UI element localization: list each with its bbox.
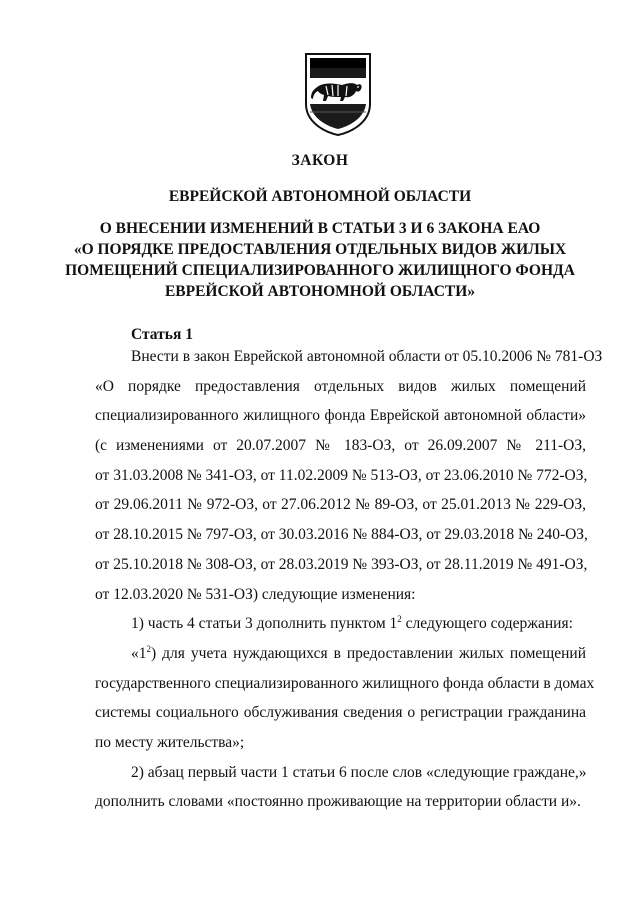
law-subject-line: ЕВРЕЙСКОЙ АВТОНОМНОЙ ОБЛАСТИ» [164,283,476,300]
item-2-line: дополнить словами «постоянно проживающие на территории области и». [95,793,581,811]
item-2-line: 2) абзац первый части 1 статьи 6 после слов «следующие граждане,» [131,763,587,781]
body-line: от 25.10.2018 № 308-ОЗ, от 28.03.2019 № 393-ОЗ, от 28.11.2019 № 491-ОЗ, [95,555,588,573]
body-line: от 28.10.2015 № 797-ОЗ, от 30.03.2016 № 884-ОЗ, от 29.03.2018 № 240-ОЗ, [95,526,588,544]
quote-superscript: 2 [146,643,151,654]
body-line: от 12.03.2020 № 531-ОЗ) следующие изменения: [95,585,416,603]
item-1-superscript: 2 [397,614,402,625]
quote-line: по месту жительства»; [95,733,245,751]
law-subject [0,218,640,302]
article-body [95,346,603,821]
body-line: специализированного жилищного фонда Еврейской автономной области» [95,407,586,425]
body-line: от 31.03.2008 № 341-ОЗ, от 11.02.2009 № 513-ОЗ, от 23.06.2010 № 772-ОЗ, [95,466,588,484]
law-subject-line: ПОМЕЩЕНИЙ СПЕЦИАЛИЗИРОВАННОГО ЖИЛИЩНОГО ФОНДА [65,262,575,279]
item-1-line [95,613,586,643]
quote-first-tail: ) для учета нуждающихся в предоставлении жилых помещений [151,644,586,662]
body-line: «О порядке предоставления отдельных видов жилых помещений [95,377,586,395]
quote-line: системы социального обслуживания сведения о регистрации гражданина [95,704,586,722]
quote-open: «1 [131,644,147,662]
quote-line: государственного специализированного жилищного фонда области в домах [95,674,595,692]
law-subject-line: «О ПОРЯДКЕ ПРЕДОСТАВЛЕНИЯ ОТДЕЛЬНЫХ ВИДОВ ЖИЛЫХ [73,241,567,258]
body-line: от 29.06.2011 № 972-ОЗ, от 27.06.2012 № 89-ОЗ, от 25.01.2013 № 229-ОЗ, [95,496,586,514]
article-heading: Статья 1 [131,326,193,343]
item-1-lead: 1) часть 4 статьи 3 дополнить пунктом 1 [131,615,398,633]
item-1-tail: следующего содержания: [401,615,573,633]
quote-first-line [95,643,586,673]
law-title: ЗАКОН [291,152,349,169]
law-region: ЕВРЕЙСКОЙ АВТОНОМНОЙ ОБЛАСТИ [168,188,472,205]
body-line: (с изменениями от 20.07.2007 № 183-ОЗ, от 26.09.2007 № 211-ОЗ, [95,437,586,455]
coat-of-arms-emblem [302,52,374,136]
body-line: Внести в закон Еврейской автономной области от 05.10.2006 № 781-ОЗ [131,348,603,365]
law-subject-line: О ВНЕСЕНИИ ИЗМЕНЕНИЙ В СТАТЬИ 3 И 6 ЗАКОНА ЕАО [99,220,541,237]
